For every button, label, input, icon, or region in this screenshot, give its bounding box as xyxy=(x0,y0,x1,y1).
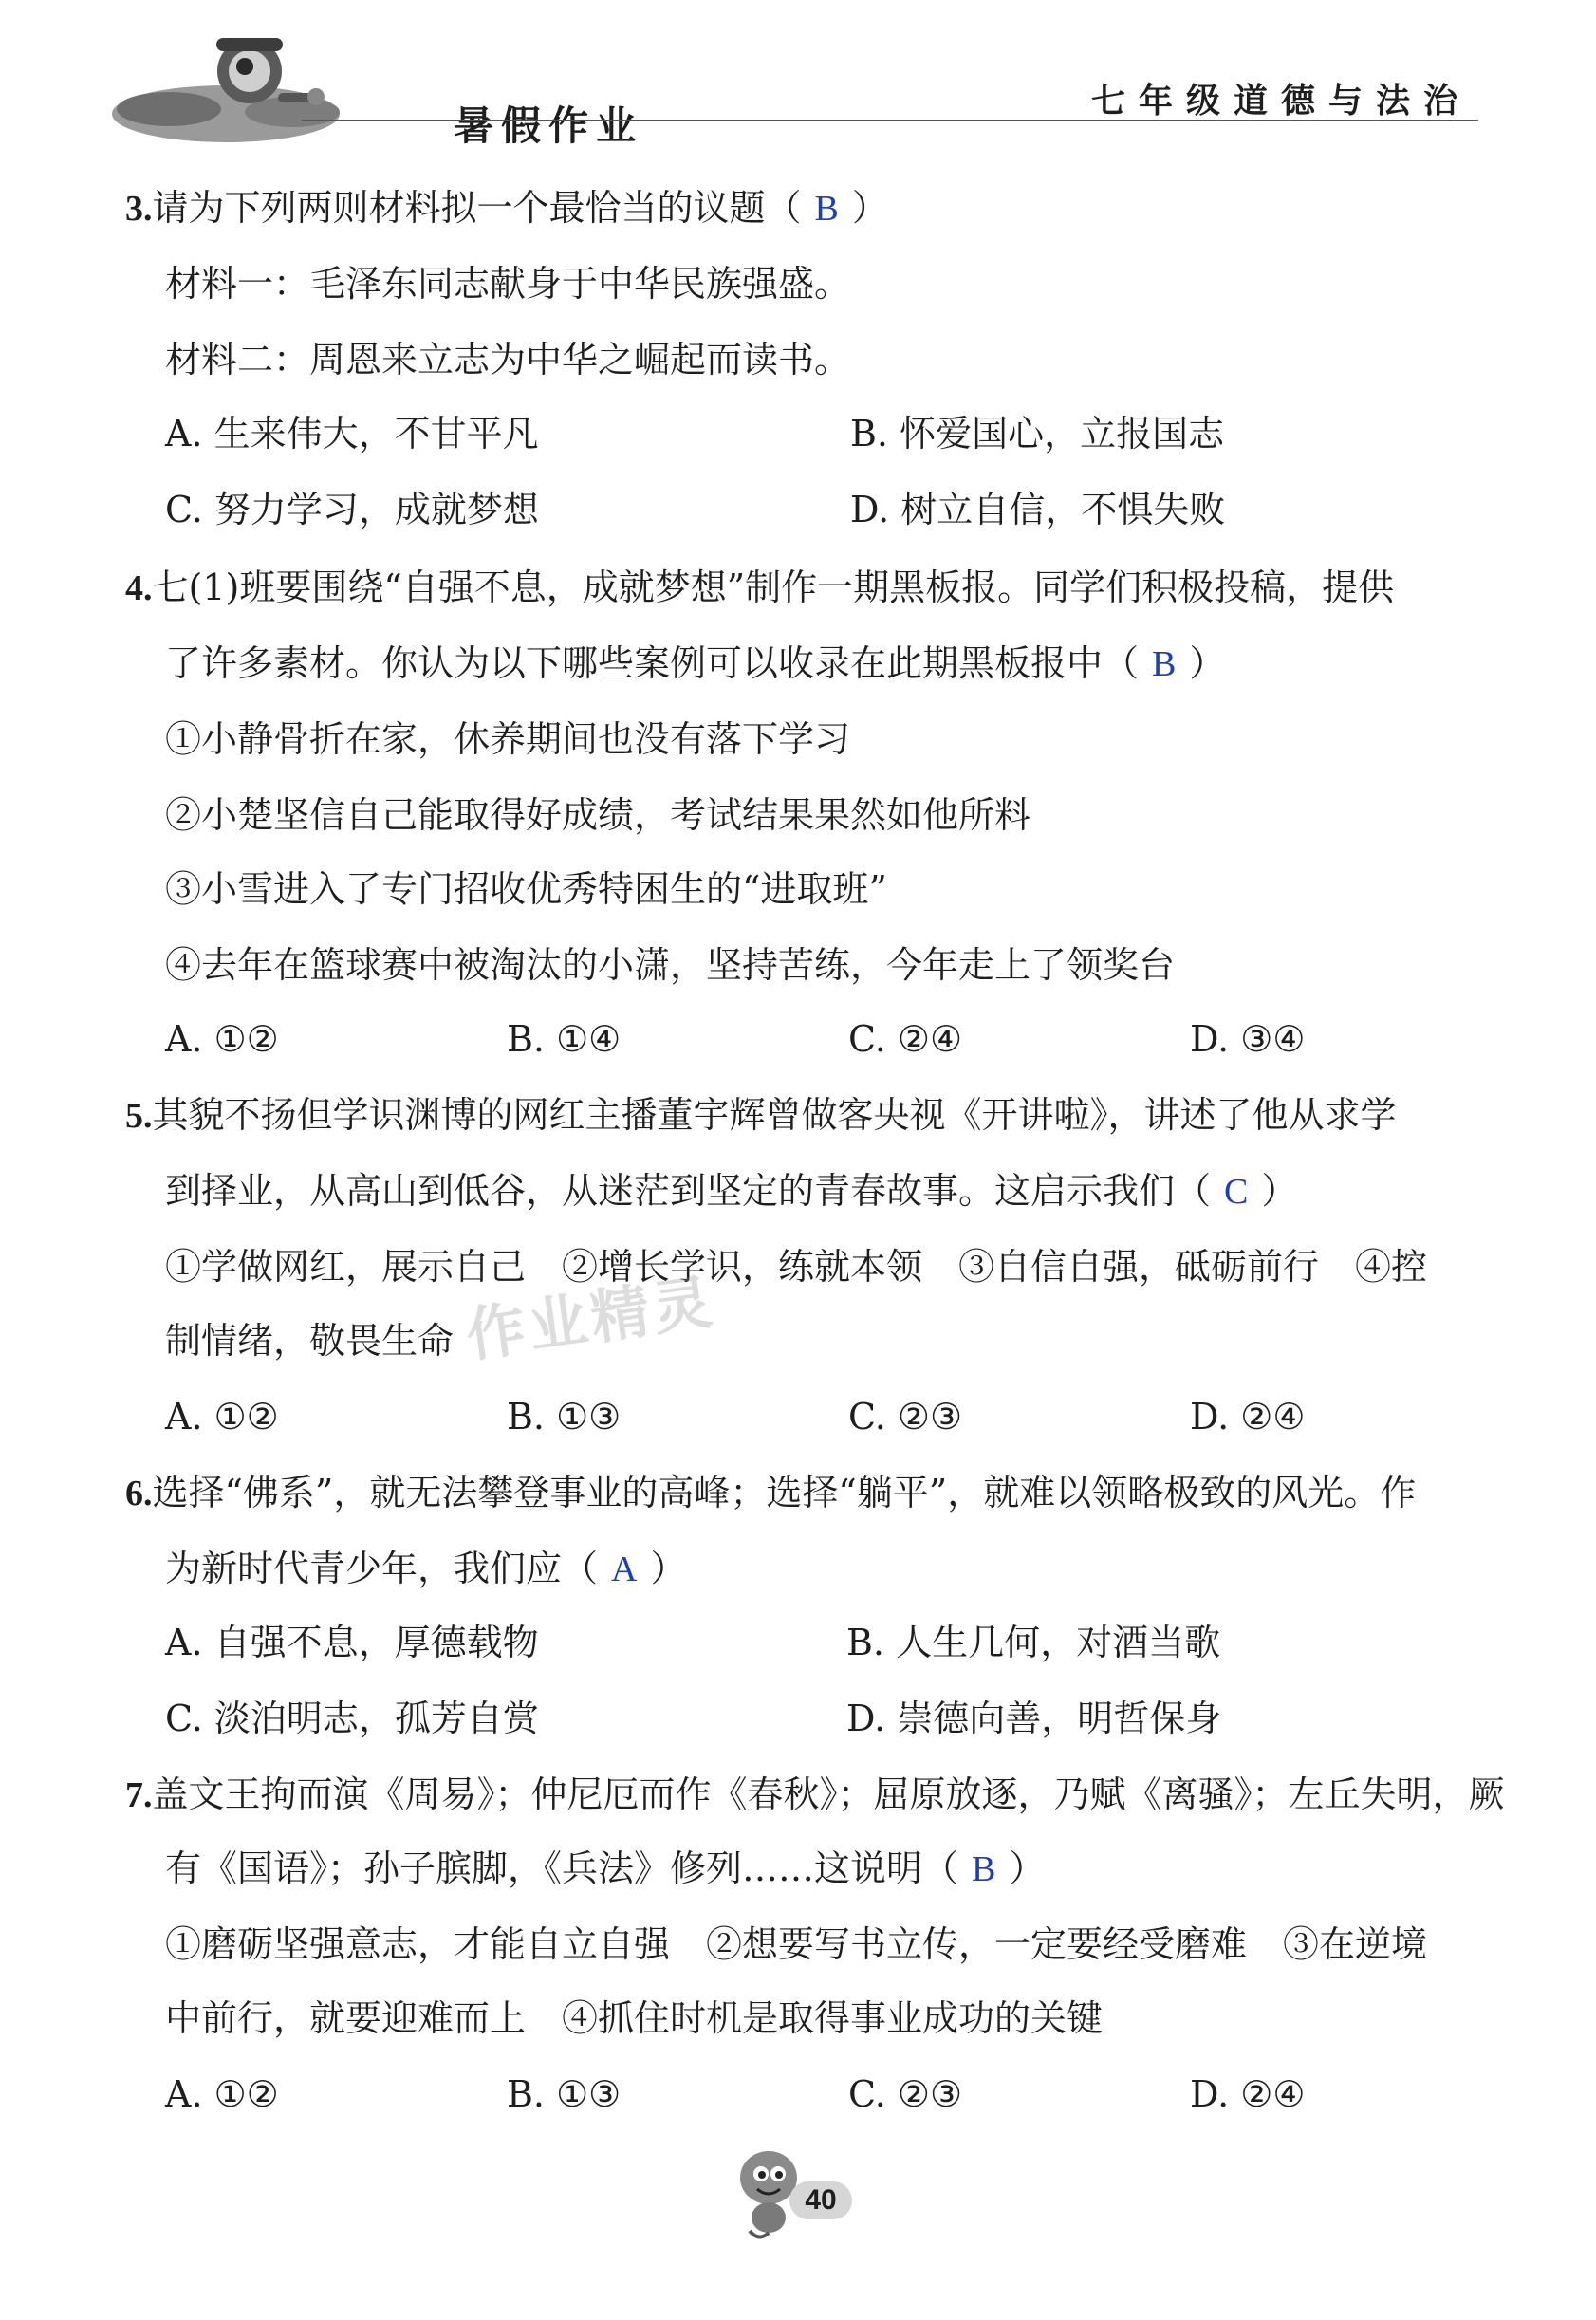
question-7-stem: 7.盖文王拘而演《周易》；仲尼厄而作《春秋》；屈原放逐，乃赋《离骚》；左丘失明，厥 xyxy=(125,1773,1505,1815)
option-d: D. ②④ xyxy=(1190,2073,1306,2115)
answer-mark: C xyxy=(1224,1172,1249,1212)
option-b: B. ①③ xyxy=(507,2073,622,2115)
question-5-stem-line2: 到择业，从高山到低谷，从迷茫到坚定的青春故事。这启示我们（ C ） xyxy=(165,1170,1298,1212)
option-d: D. ③④ xyxy=(1190,1018,1306,1060)
option-b: B. ①③ xyxy=(507,1396,622,1438)
option-c: C. ②③ xyxy=(848,2073,963,2115)
answer-mark: B xyxy=(814,189,839,229)
option-b: B. 怀爱国心，立报国志 xyxy=(850,413,1225,455)
statements-line1: ①磨砺坚强意志，才能自立自强 ②想要写书立传，一定要经受磨难 ③在逆境 xyxy=(165,1923,1428,1965)
robot-mascot-icon xyxy=(112,19,349,152)
header-divider xyxy=(302,120,1478,121)
option-b: B. ①④ xyxy=(507,1018,622,1060)
statement-2: ②小楚坚信自己能取得好成绩，考试结果果然如他所料 xyxy=(165,794,1031,836)
question-4-stem-line2: 了许多素材。你认为以下哪些案例可以收录在此期黑板报中（ B ） xyxy=(165,642,1226,684)
option-d: D. 树立自信，不惧失败 xyxy=(850,489,1226,530)
option-a: A. 自强不息，厚德载物 xyxy=(165,1622,539,1663)
material-2: 材料二：周恩来立志为中华之崛起而读书。 xyxy=(165,339,851,380)
watermark: 作业精灵 xyxy=(461,1266,720,1370)
statement-4: ④去年在篮球赛中被淘汰的小潇，坚持苦练，今年走上了领奖台 xyxy=(165,944,1176,986)
option-a: A. 生来伟大，不甘平凡 xyxy=(165,413,539,455)
question-3-stem: 3.请为下列两则材料拟一个最恰当的议题（ B ） xyxy=(125,187,888,229)
option-d: D. ②④ xyxy=(1190,1396,1306,1438)
question-5-stem: 5.其貌不扬但学识渊博的网红主播董宇辉曾做客央视《开讲啦》，讲述了他从求学 xyxy=(125,1094,1397,1136)
statements-line2: 制情绪，敬畏生命 xyxy=(165,1320,455,1362)
question-4-stem: 4.七(1)班要围绕“自强不息，成就梦想”制作一期黑板报。同学们积极投稿，提供 xyxy=(125,566,1395,608)
page-number: 40 xyxy=(789,2181,852,2219)
option-c: C. 淡泊明志，孤芳自赏 xyxy=(165,1698,539,1739)
material-1: 材料一：毛泽东同志献身于中华民族强盛。 xyxy=(165,263,851,305)
question-7-stem-line2: 有《国语》；孙子膑脚，《兵法》修列……这说明（ B ） xyxy=(165,1847,1046,1889)
option-b: B. 人生几何，对酒当歌 xyxy=(846,1622,1221,1663)
header-subject: 七年级道德与法治 xyxy=(1090,81,1471,121)
page-footer xyxy=(731,2140,863,2244)
statements-line1: ①学做网红，展示自己 ②增长学识，练就本领 ③自信自强，砥砺前行 ④控 xyxy=(165,1246,1428,1288)
option-a: A. ①② xyxy=(165,1018,279,1060)
answer-mark: B xyxy=(972,1849,996,1889)
question-6-stem-line2: 为新时代青少年，我们应（ A ） xyxy=(165,1548,687,1589)
header-title: 暑假作业 xyxy=(454,102,644,149)
option-d: D. 崇德向善，明哲保身 xyxy=(846,1698,1222,1739)
statement-3: ③小雪进入了专门招收优秀特困生的“进取班” xyxy=(165,868,887,910)
statements-line2: 中前行，就要迎难而上 ④抓住时机是取得事业成功的关键 xyxy=(165,1997,1104,2039)
statement-1: ①小静骨折在家，休养期间也没有落下学习 xyxy=(165,718,851,760)
option-c: C. 努力学习，成就梦想 xyxy=(165,489,539,530)
option-a: A. ①② xyxy=(165,1396,279,1438)
answer-mark: B xyxy=(1152,644,1177,684)
option-c: C. ②④ xyxy=(848,1018,963,1060)
option-a: A. ①② xyxy=(165,2073,279,2115)
option-c: C. ②③ xyxy=(848,1396,963,1438)
answer-mark: A xyxy=(611,1550,638,1589)
question-6-stem: 6.选择“佛系”，就无法攀登事业的高峰；选择“躺平”，就难以领略极致的风光。作 xyxy=(125,1472,1417,1513)
page-header xyxy=(112,19,1478,152)
